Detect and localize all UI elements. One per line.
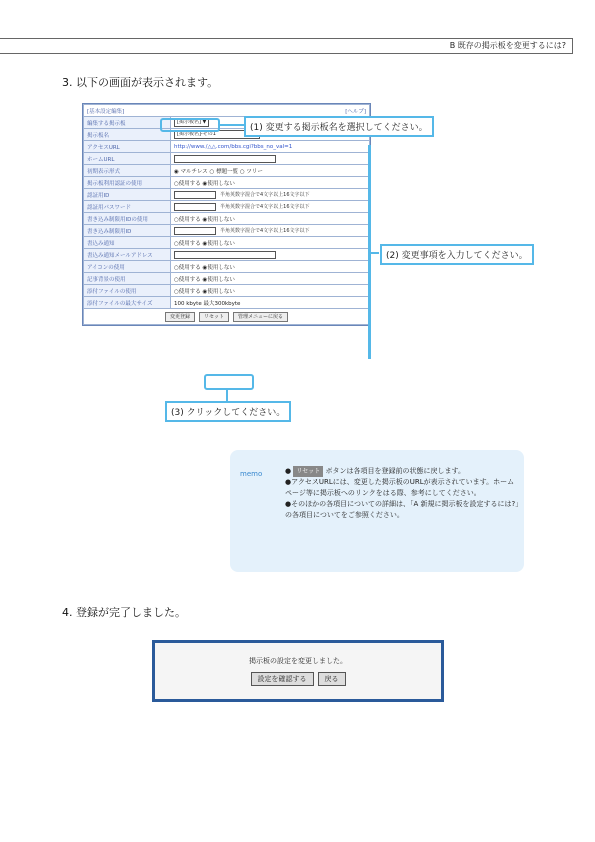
step-4-heading: 4. 登録が完了しました。 xyxy=(62,606,186,619)
submit-button[interactable]: 変更登録 xyxy=(165,312,195,322)
home-url-input[interactable] xyxy=(174,155,276,163)
callout-3: (3) クリックしてください。 xyxy=(165,401,291,422)
icon-radios[interactable]: ○使用する ◉使用しない xyxy=(171,261,370,273)
row-label: アイコンの使用 xyxy=(84,261,171,273)
callout-2: (2) 変更事項を入力してください。 xyxy=(380,244,534,265)
row-label: ホームURL xyxy=(84,153,171,165)
callout-1: (1) 変更する掲示板名を選択してください。 xyxy=(244,116,434,137)
connector-line xyxy=(226,388,228,401)
row-label: 添付ファイルの最大サイズ xyxy=(84,297,171,309)
memo-bullet-3: ●そのほかの各項目についての詳細は、「A 新規に掲示板を設定するには?」の各項目についてをご参照ください。 xyxy=(285,500,519,519)
completion-message: 掲示板の設定を変更しました。 xyxy=(249,657,347,665)
field-note: 半角英数字混合で4文字以上16文字以下 xyxy=(220,204,310,210)
connector-line xyxy=(218,124,244,126)
attachment-radios[interactable]: ○使用する ◉使用しない xyxy=(171,285,370,297)
row-label: 編集する掲示板 xyxy=(84,117,171,129)
board-select[interactable]: [掲示板名] ▼ xyxy=(174,118,209,127)
completion-dialog xyxy=(152,640,444,702)
access-url: http://www./△△.com/bbs.cgi?bbs_no_val=1 xyxy=(171,141,370,153)
row-label: 記事背景の使用 xyxy=(84,273,171,285)
row-label: 掲示板利用認証の使用 xyxy=(84,177,171,189)
notify-radios[interactable]: ○使用する ◉使用しない xyxy=(171,237,370,249)
reset-button[interactable]: リセット xyxy=(199,312,229,322)
row-label: 掲示板名 xyxy=(84,129,171,141)
row-label: 書き込み制限用ID xyxy=(84,225,171,237)
auth-password-input[interactable] xyxy=(174,203,216,211)
row-label: 書込み通知 xyxy=(84,237,171,249)
field-note: 半角英数字混合で4文字以上16文字以下 xyxy=(220,228,310,234)
background-radios[interactable]: ○使用する ◉使用しない xyxy=(171,273,370,285)
write-limit-radios[interactable]: ○使用する ◉使用しない xyxy=(171,213,370,225)
field-note: 半角英数字混合で4文字以上16文字以下 xyxy=(220,192,310,198)
back-button[interactable]: 戻る xyxy=(318,672,346,686)
row-label: 書き込み制限用IDの使用 xyxy=(84,213,171,225)
header-title: B 既存の掲示板を変更するには? xyxy=(449,41,566,50)
memo-bullet-1: ボタンは各項目を登録前の状態に戻します。 xyxy=(325,467,465,475)
help-link[interactable]: [ヘルプ] xyxy=(345,108,366,115)
notify-email-input[interactable] xyxy=(174,251,276,259)
auth-id-input[interactable] xyxy=(174,191,216,199)
row-label: 認証用ID xyxy=(84,189,171,201)
step-3-heading: 3. 以下の画面が表示されます。 xyxy=(62,76,219,89)
row-label: アクセスURL xyxy=(84,141,171,153)
submit-highlight xyxy=(204,374,254,390)
display-format-radios[interactable]: ◉ マルチレス ○ 標題一覧 ○ ツリー xyxy=(171,165,370,177)
board-name-input[interactable]: [掲示板名]-その1 xyxy=(174,130,260,139)
select-highlight xyxy=(160,118,220,132)
row-label: 初期表示形式 xyxy=(84,165,171,177)
form-title: [基本設定編集] xyxy=(87,108,125,115)
memo-label: memo xyxy=(240,470,263,478)
confirm-settings-button[interactable]: 設定を確認する xyxy=(251,672,314,686)
connector-line xyxy=(371,252,379,254)
reset-label: リセット xyxy=(293,466,323,477)
row-label: 認証用パスワード xyxy=(84,201,171,213)
max-size-field[interactable]: 100 kbyte 最大300kbyte xyxy=(171,297,370,309)
row-label: 添付ファイルの使用 xyxy=(84,285,171,297)
auth-radios[interactable]: ○使用する ◉使用しない xyxy=(171,177,370,189)
memo-box: memo ● リセット ボタンは各項目を登録前の状態に戻します。 ●アクセスURLには、変更した掲示板のURLが表示されています。ホームページ等に掲示板へのリンクをはる際、参考にしてください。 ●そのほかの各項目についての詳細は、「A 新規に掲示板を設定するには?」の各項目についてをご参照ください。 xyxy=(230,450,524,572)
write-limit-id-input[interactable] xyxy=(174,227,216,235)
page-header xyxy=(0,38,573,54)
memo-bullet-2: ●アクセスURLには、変更した掲示板のURLが表示されています。ホームページ等に掲示板へのリンクをはる際、参考にしてください。 xyxy=(285,478,515,497)
row-label: 書込み通知メールアドレス xyxy=(84,249,171,261)
menu-button[interactable]: 管理メニューに戻る xyxy=(233,312,288,322)
